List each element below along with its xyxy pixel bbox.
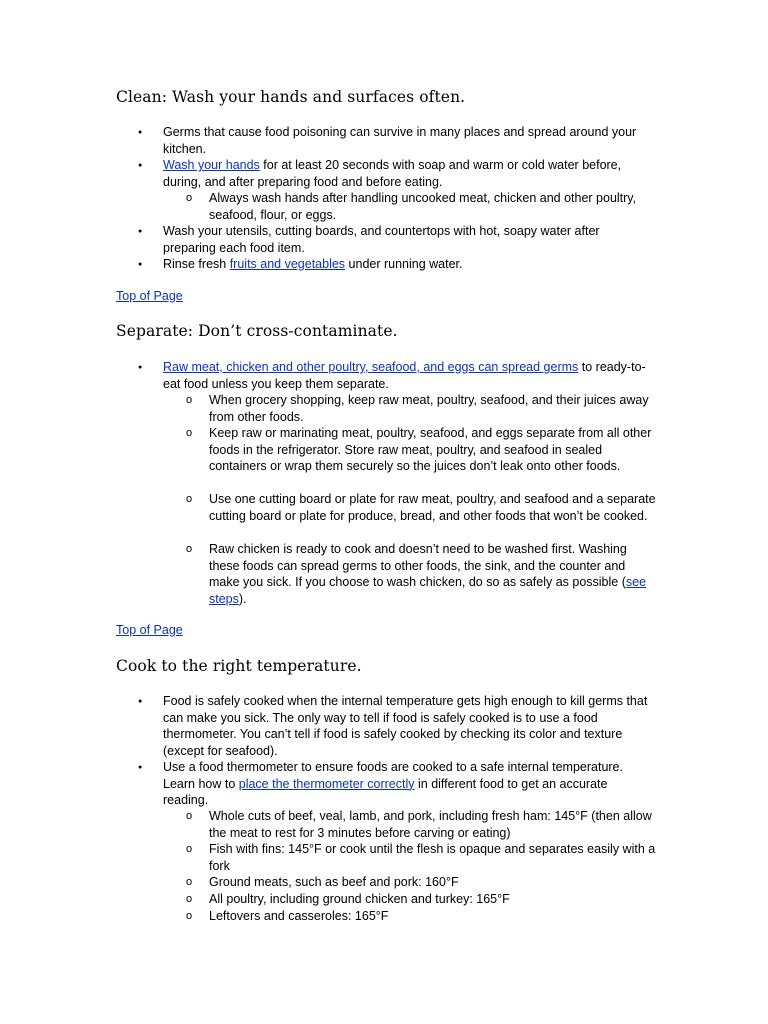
raw-meat-spread-germs-link[interactable]: Raw meat, chicken and other poultry, seafood, and eggs can spread germs	[163, 360, 579, 374]
list-item-text: for at least 20 seconds with soap and warm or cold water before, during, and after preparing food and before eating.	[163, 158, 622, 189]
circle-bullet-icon: o	[186, 876, 193, 888]
section-heading-clean: Clean: Wash your hands and surfaces often.	[116, 88, 466, 106]
top-of-page-link[interactable]: Top of Page	[116, 289, 183, 303]
sub-list-item: Whole cuts of beef, veal, lamb, and pork, including fresh ham: 145°F (then allow the meat to rest for 3 minutes before carving or eating)	[209, 809, 652, 840]
wash-your-hands-link[interactable]: Wash your hands	[163, 158, 260, 172]
circle-bullet-icon: o	[186, 427, 193, 439]
bullet-icon	[138, 693, 142, 713]
list-item-text: Rinse fresh	[163, 257, 230, 271]
see-steps-link[interactable]: see steps	[209, 575, 647, 606]
bullet-icon	[138, 157, 142, 177]
sub-list-item: Leftovers and casseroles: 165°F	[209, 909, 389, 923]
circle-bullet-icon: o	[186, 843, 193, 855]
circle-bullet-icon: o	[186, 910, 193, 922]
sub-list-item: Ground meats, such as beef and pork: 160°F	[209, 875, 459, 889]
list-item-text: ).	[238, 591, 247, 606]
list-item-text: Raw chicken is ready to cook and doesn’t need to be washed first. Washing these foods can spread germs to other foods, the sink, and the counter and make you sick. If you choose to wash chicken, do so as safely as possible (	[209, 542, 627, 590]
list-item-text: Use a food thermometer to ensure foods are cooked to a safe internal temperature. Learn how to	[163, 760, 623, 791]
bullet-icon	[138, 256, 142, 276]
list-item	[163, 359, 655, 392]
bullet-icon	[138, 359, 142, 379]
circle-bullet-icon: o	[186, 893, 193, 905]
list-item-text: to ready-to-eat food unless you keep them separate.	[163, 360, 646, 391]
section-heading-cook: Cook to the right temperature.	[116, 657, 362, 675]
section-heading-separate: Separate: Don’t cross-contaminate.	[116, 322, 398, 340]
sub-list-item: Keep raw or marinating meat, poultry, seafood, and eggs separate from all other foods in the refrigerator. Store raw meat, poultry, and seafood in sealed containers or wrap them securely so the juices don’t leak onto other foods.	[209, 426, 652, 474]
sub-list-item	[209, 541, 657, 607]
circle-bullet-icon: o	[186, 493, 193, 505]
sub-list-item: Fish with fins: 145°F or cook until the flesh is opaque and separates easily with a fork	[209, 842, 656, 873]
list-item	[163, 157, 655, 190]
bullet-icon	[138, 223, 142, 243]
sub-list-item: All poultry, including ground chicken and turkey: 165°F	[209, 892, 510, 906]
list-item-text: in different food to get an accurate reading.	[163, 776, 608, 808]
bullet-icon	[138, 124, 142, 144]
top-of-page-link[interactable]: Top of Page	[116, 623, 183, 637]
list-item	[163, 256, 655, 273]
list-item	[163, 759, 655, 809]
circle-bullet-icon: o	[186, 192, 193, 204]
fruits-and-vegetables-link[interactable]: fruits and vegetables	[229, 257, 346, 271]
circle-bullet-icon: o	[186, 394, 193, 406]
list-item: Food is safely cooked when the internal temperature gets high enough to kill germs that can make you sick. The only way to tell if food is safely cooked is to use a food thermometer. You can’t tell if food is safely cooked by checking its color and texture (except for seafood).	[163, 694, 648, 758]
bullet-icon	[138, 759, 142, 779]
circle-bullet-icon: o	[186, 810, 193, 822]
place-thermometer-correctly-link[interactable]: place the thermometer correctly	[238, 776, 415, 791]
circle-bullet-icon: o	[186, 543, 193, 555]
sub-list-item: When grocery shopping, keep raw meat, poultry, seafood, and their juices away from other foods.	[209, 393, 649, 424]
sub-list-item: Use one cutting board or plate for raw meat, poultry, and seafood and a separate cutting board or plate for produce, bread, and other foods that won’t be cooked.	[209, 492, 656, 523]
list-item: Germs that cause food poisoning can survive in many places and spread around your kitchen.	[163, 125, 637, 156]
list-item: Wash your utensils, cutting boards, and countertops with hot, soapy water after preparing each food item.	[163, 224, 600, 255]
list-item-text: under running water.	[345, 257, 463, 271]
sub-list-item: Always wash hands after handling uncooked meat, chicken and other poultry, seafood, flour, or eggs.	[209, 191, 637, 222]
